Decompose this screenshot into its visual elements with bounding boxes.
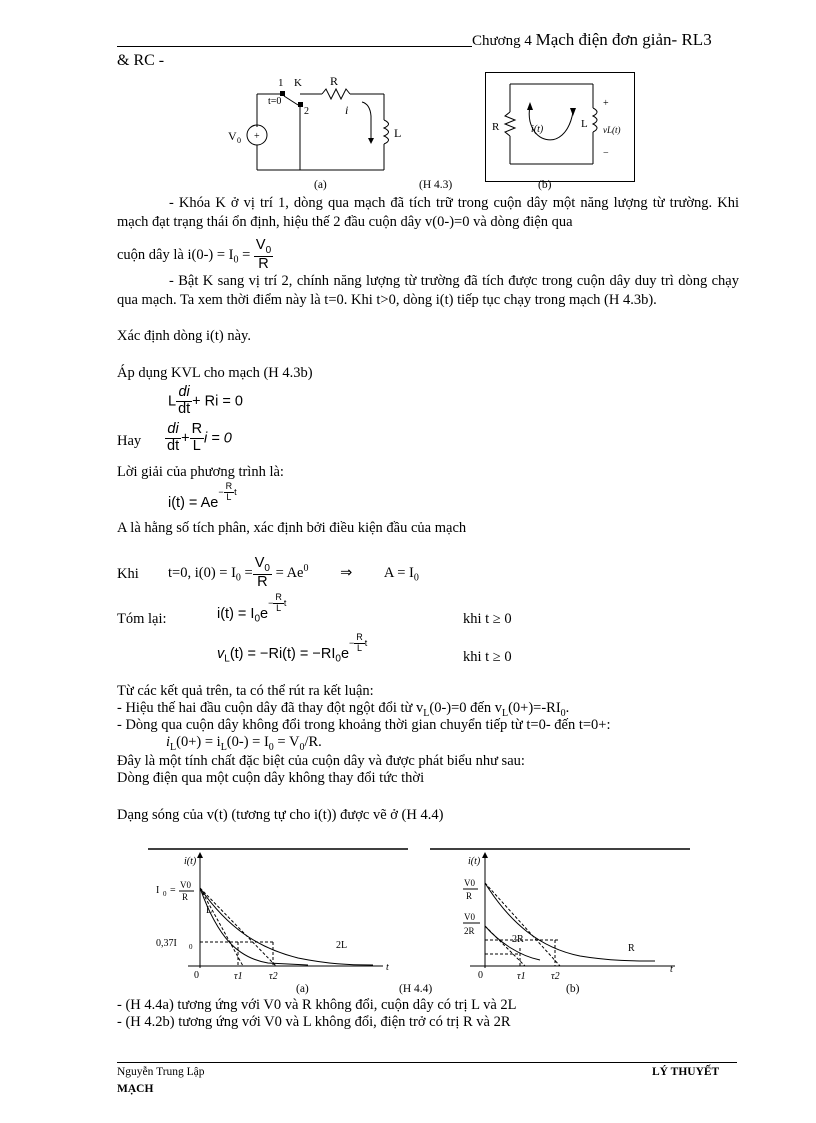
a-level-sub: 0 — [189, 943, 193, 951]
header — [472, 30, 712, 50]
conclusion-intro: Từ các kết quả trên, ta có thể rút ra kết luận: — [117, 683, 374, 699]
b-tau2: τ2 — [551, 971, 560, 982]
statement: Dòng điện qua một cuộn dây không thay đổi tức thời — [117, 770, 425, 786]
hay-label: Hay — [117, 433, 142, 449]
svg-text:−: − — [603, 148, 609, 159]
label-V0-sub: 0 — [237, 136, 241, 145]
a-eq: = — [170, 885, 176, 896]
a-tau2: τ2 — [269, 971, 278, 982]
footer-second: MẠCH — [117, 1083, 154, 1095]
equation-2: $\frac{di}{dt}$ + $\frac{R}{L}$ i = 0 — [167, 421, 232, 454]
b-f2n: V0 — [464, 912, 475, 922]
page-number: 3 — [703, 30, 712, 49]
a-t: t — [386, 962, 389, 973]
fig43-label-b: (b) — [538, 179, 552, 191]
a-L: L — [206, 905, 213, 916]
bullet-2: - Dòng qua cuộn dây không đổi trong khoảng thời gian chuyển tiếp từ t=0- đến t=0+: — [117, 717, 611, 733]
svg-text:−: − — [255, 140, 261, 151]
b-origin: 0 — [478, 970, 483, 981]
footer-rule — [117, 1062, 737, 1063]
solution-label: Lời giải của phương trình là: — [117, 464, 284, 480]
a-frac-n: V0 — [180, 880, 191, 890]
figure-4-4b — [430, 848, 690, 983]
paragraph-1-tail: cuộn dây là $i(0-) = I_0$ = $\frac{V_0}{R}$ — [117, 237, 272, 272]
equation-3: $i(t) = Ae^{- \frac{R}{L} t}$ — [168, 481, 237, 511]
equation-4: $i(t) = I_0e^{- \frac{R}{L} t}$ — [217, 592, 287, 625]
svg-text:+: + — [254, 131, 260, 142]
b-tau1: τ1 — [517, 971, 526, 982]
b-yaxis: i(t) — [468, 856, 481, 867]
fig44-label-b: (b) — [566, 983, 580, 995]
a-2L: 2L — [336, 940, 348, 951]
figure-4-3b — [485, 72, 635, 182]
constant-text: A là hằng số tích phân, xác định bởi điều kiện đầu của mạch — [117, 520, 467, 536]
label-b-it: i(t) — [531, 124, 544, 135]
khi-label: Khi — [117, 566, 139, 582]
b-f1d: R — [466, 891, 473, 901]
a-frac-d: R — [182, 892, 189, 902]
label-b-L: L — [581, 118, 588, 130]
chapter-title: Mạch điện đơn giản- RL — [535, 30, 704, 49]
condition-2: khi t ≥ 0 — [463, 649, 512, 665]
a-I0-sub: 0 — [163, 890, 167, 898]
a-level: 0,37I — [156, 938, 177, 949]
paragraph-2: - Bật K sang vị trí 2, chính năng lượng từ trường đã tích được trong cuộn dây duy trì dòng chạy qua mạch. Ta xem thời điểm này là t=0. Khi t>0, dòng i(t) tiếp tục chạy trong mạch (H 4.3b). — [117, 273, 739, 308]
equation-5: $v_L(t) = -Ri(t) = -RI_0e^{- \frac{R}{L} t}$ — [217, 632, 368, 665]
figure-4-3a — [212, 72, 422, 182]
a-tau1: τ1 — [234, 971, 243, 982]
label-V0: V — [228, 129, 237, 143]
note-2: - (H 4.2b) tương ứng với V0 và L không đổi, điện trở có trị R và 2R — [117, 1014, 511, 1030]
label-b-R: R — [492, 121, 500, 133]
label-K: K — [294, 77, 302, 89]
a-origin: 0 — [194, 970, 199, 981]
waveform-text: Dạng sóng của v(t) (tương tự cho i(t)) được vẽ ở (H 4.4) — [117, 807, 444, 823]
header-rule — [117, 46, 472, 47]
label-b-vL: vL(t) — [603, 125, 621, 135]
header-title-cont: & RC - — [117, 52, 165, 69]
label-pos1: 1 — [278, 77, 284, 89]
condition-1: khi t ≥ 0 — [463, 611, 512, 627]
b-2R: 2R — [512, 934, 524, 945]
svg-text:+: + — [603, 98, 609, 109]
figure-4-4a — [148, 848, 408, 983]
special-property: Đây là một tính chất đặc biệt của cuộn dây và được phát biểu như sau: — [117, 753, 525, 769]
fig43-caption: (H 4.3) — [419, 179, 453, 191]
fig44-label-a: (a) — [296, 983, 309, 995]
fig44-caption: (H 4.4) — [399, 983, 433, 995]
paragraph-3: Xác định dòng i(t) này. — [117, 328, 251, 344]
paragraph-1: - Khóa K ở vị trí 1, dòng qua mạch đã tích trữ trong cuộn dây một năng lượng từ trường. Khi mạch đạt trạng thái ổn định, hiệu thế 2 đầu cuộn dây v(0-)=0 và dòng điện qua — [117, 195, 739, 230]
note-1: - (H 4.4a) tương ứng với V0 và R không đổi, cuộn dây có trị L và 2L — [117, 997, 517, 1013]
fig43-label-a: (a) — [314, 179, 327, 191]
b-R: R — [628, 943, 635, 954]
a-I0: I — [156, 885, 160, 896]
chapter-label: Chương 4 — [472, 33, 532, 49]
equation-1: L $\frac{di}{dt}$ + Ri = 0 — [168, 384, 243, 417]
kvl-line: Áp dụng KVL cho mạch (H 4.3b) — [117, 365, 313, 381]
footer-right: LÝ THUYẾT — [652, 1066, 720, 1078]
footer-author: Nguyễn Trung Lập — [117, 1066, 205, 1078]
b-f2d: 2R — [464, 926, 475, 936]
equation-khi: t=0, $i(0) = I_0$ = $\frac{V_0}{R}$ = $Ae^0$ ⇒ $A = I_0$ — [168, 555, 419, 590]
label-t0: t=0 — [268, 96, 282, 107]
b-f1n: V0 — [464, 878, 475, 888]
label-pos2: 2 — [304, 106, 309, 117]
bullet-3: $i_L(0+) = i_L(0-) = I_0 = V_0/R$. — [166, 734, 322, 753]
b-t: t — [670, 964, 673, 975]
label-R: R — [330, 74, 339, 88]
label-L: L — [394, 126, 402, 140]
tomlai-label: Tóm lại: — [117, 611, 167, 627]
bullet-1: - Hiệu thế hai đầu cuộn dây đã thay đột ngột đổi từ $v_L(0-)=0$ đến $v_L(0+)=-RI_0$. — [117, 700, 570, 719]
label-i: i — [345, 103, 349, 117]
a-yaxis: i(t) — [184, 856, 197, 867]
